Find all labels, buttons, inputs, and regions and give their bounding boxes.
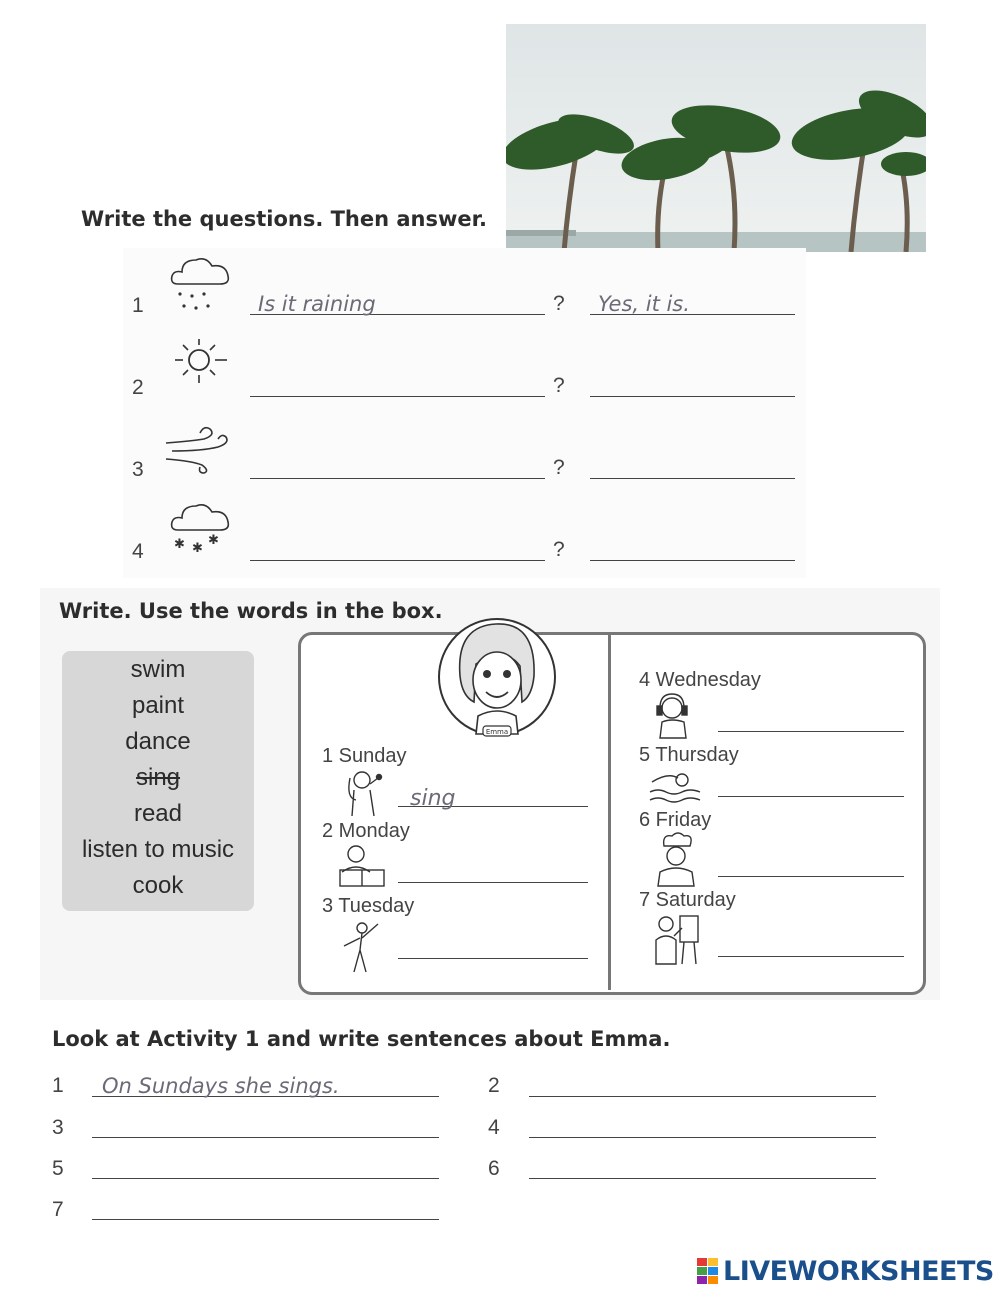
question-line: [250, 478, 545, 479]
book-spine: [608, 634, 611, 990]
sentence-number: 3: [52, 1116, 64, 1139]
day-label-monday: 2 Monday: [322, 820, 410, 842]
sentence-number: 1: [52, 1074, 64, 1097]
word-box-item: read: [133, 800, 183, 827]
sun-icon: [165, 335, 235, 395]
answer-line: [398, 882, 588, 883]
rain-cloud-icon: [168, 250, 234, 319]
singer-icon: [342, 768, 388, 823]
question-mark: ?: [553, 538, 565, 561]
sentence-number: 7: [52, 1198, 64, 1221]
section2-heading: Write. Use the words in the box.: [59, 599, 443, 623]
logo-text: LIVEWORKSHEETS: [723, 1255, 994, 1287]
sentence-number: 6: [488, 1157, 500, 1180]
svg-text:✱: ✱: [208, 533, 219, 548]
word-box: [62, 651, 254, 911]
short-answer-field[interactable]: Yes, it is.: [598, 292, 690, 316]
sentence-line: [529, 1178, 876, 1179]
painter-icon: [652, 912, 702, 971]
question-mark: ?: [553, 456, 565, 479]
emma-portrait-icon: [436, 606, 558, 753]
day-label-friday: 6 Friday: [639, 809, 712, 831]
answer-line: [590, 478, 795, 479]
word-box-item: dance: [125, 728, 191, 755]
swimmer-icon: [648, 766, 702, 813]
chef-icon: [652, 832, 698, 893]
day-label-wednesday: 4 Wednesday: [639, 669, 761, 691]
answer-line: [718, 956, 904, 957]
question-mark: ?: [553, 292, 565, 315]
sentence-number: 5: [52, 1157, 64, 1180]
headphones-icon: [652, 692, 698, 745]
svg-text:✱: ✱: [174, 537, 185, 552]
sentence-line: [92, 1219, 439, 1220]
question-number: 4: [132, 540, 144, 563]
day-answer-field[interactable]: sing: [410, 786, 456, 811]
day-label-tuesday: 3 Tuesday: [322, 895, 415, 917]
windy-palm-trees-photo: [506, 24, 926, 252]
reader-icon: [336, 842, 388, 895]
svg-text:✱: ✱: [192, 541, 203, 556]
section3-heading: Look at Activity 1 and write sentences about Emma.: [52, 1027, 671, 1051]
sentence-line: [529, 1137, 876, 1138]
question-mark: ?: [553, 374, 565, 397]
emma-week-book: [298, 632, 926, 995]
word-box-item: listen to music: [81, 836, 235, 863]
sentence-line: [529, 1096, 876, 1097]
liveworksheets-logo[interactable]: [697, 1256, 994, 1286]
sentence-number: 4: [488, 1116, 500, 1139]
day-label-thursday: 5 Thursday: [639, 744, 739, 766]
sentence-number: 2: [488, 1074, 500, 1097]
answer-line: [590, 560, 795, 561]
word-box-item-crossed: sing: [135, 764, 181, 791]
word-box-item: swim: [130, 656, 186, 683]
dancer-icon: [340, 920, 380, 979]
logo-blocks-icon: [697, 1258, 719, 1284]
sentence-answer-field[interactable]: On Sundays she sings.: [102, 1074, 340, 1098]
answer-line: [718, 731, 904, 732]
emma-badge-label: Emma: [485, 728, 509, 736]
answer-line: [590, 396, 795, 397]
question-answer-field[interactable]: Is it raining: [258, 292, 376, 316]
day-label-saturday: 7 Saturday: [639, 889, 736, 911]
question-line: [250, 560, 545, 561]
word-box-item: paint: [131, 692, 185, 719]
day-label-sunday: 1 Sunday: [322, 745, 407, 767]
sentence-line: [92, 1137, 439, 1138]
question-number: 2: [132, 376, 144, 399]
word-box-item: cook: [132, 872, 184, 899]
answer-line: [718, 876, 904, 877]
answer-line: [718, 796, 904, 797]
snow-cloud-icon: [168, 496, 234, 561]
answer-line: [398, 958, 588, 959]
question-number: 3: [132, 458, 144, 481]
question-line: [250, 396, 545, 397]
sentence-line: [92, 1178, 439, 1179]
wind-icon: [162, 425, 234, 480]
section1-heading: Write the questions. Then answer.: [81, 207, 487, 231]
question-number: 1: [132, 294, 144, 317]
